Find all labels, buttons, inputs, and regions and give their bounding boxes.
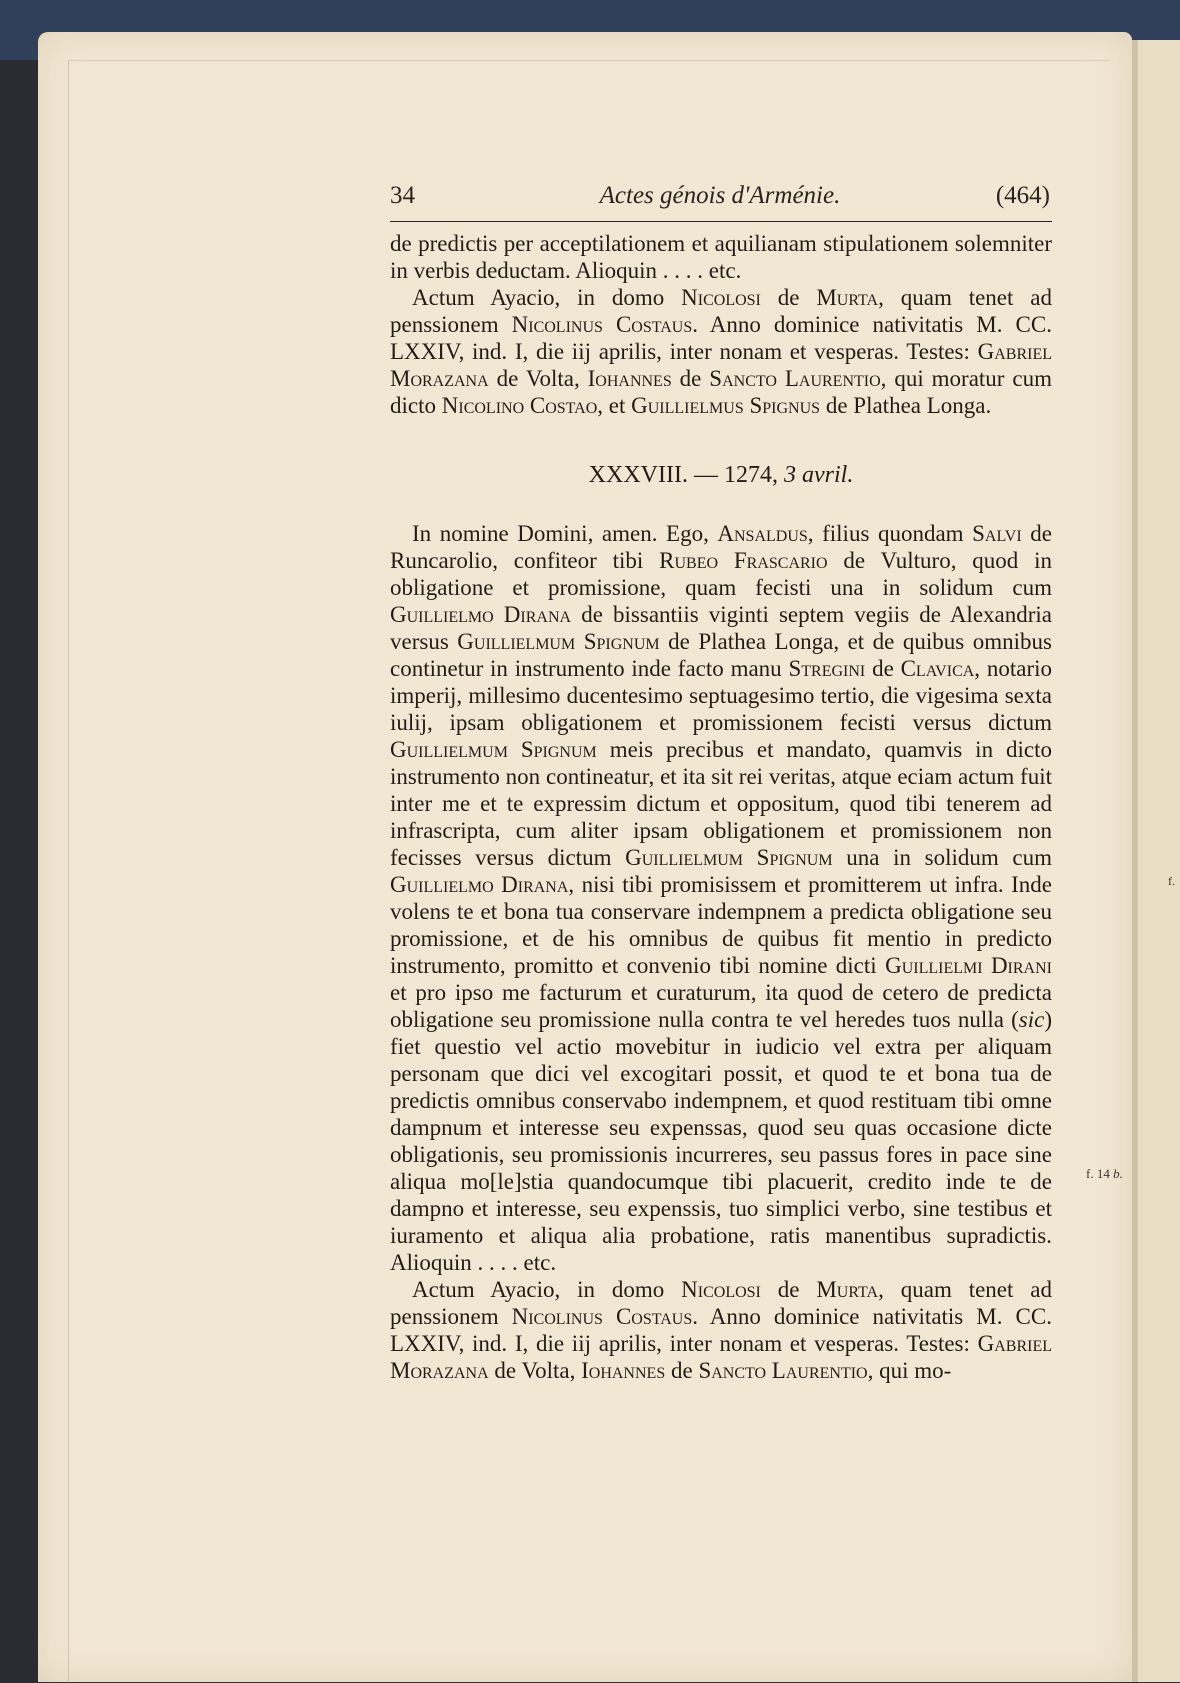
facing-page-edge [1128,40,1180,1682]
paragraph-actum-2: Actum Ayacio, in domo Nicolosi de Murta, quam tenet ad penssionem Nicolinus Costaus. Anno dominice nativitatis M. CC. LXXIV, ind. I, die iij aprilis, inter nonam et vesperas. Testes: Gabriel Morazana de Volta, Iohannes de Sancto Laurentio, qui mo- [390,1277,1052,1383]
section-number: XXXVIII. [588,462,688,488]
facing-margin-note: f. [1168,874,1175,888]
section-dash: — [693,462,718,488]
running-title: Actes génois d'Arménie. [599,182,841,209]
text-block-top [390,230,1052,419]
original-page-ref: (464) [995,182,1050,209]
header-rule [390,221,1052,222]
running-head [390,182,1050,220]
text-block-main [390,520,1052,1384]
paragraph-actum-1: Actum Ayacio, in domo Nicolosi de Murta, quam tenet ad penssionem Nicolinus Costaus. Anno dominice nativitatis M. CC. LXXIV, ind. I, die iij aprilis, inter nonam et vesperas. Testes: Gabriel Morazana de Volta, Iohannes de Sancto Laurentio, qui moratur cum dicto Nicolino Costao, et Guillielmus Spignus de Plathea Longa. [390,285,1052,418]
section-year: 1274, [723,462,778,488]
paragraph-main: In nomine Domini, amen. Ego, Ansaldus, filius quondam Salvi de Runcarolio, confiteor tibi Rubeo Frascario de Vulturo, quod in obligatione et promissione, quam fecisti una in solidum cum Guillielmo Dirana de bissantiis viginti septem vegiis de Alexandria versus Guillielmum Spignum de Plathea Longa, et de quibus omnibus continetur in instrumento inde facto manu Stregini de Clavica, notario imperij, millesimo ducentesimo septuagesimo tertio, die vigesima sexta iulij, ipsam obligationem et promissionem fecisti versus dictum Guillielmum Spignum meis precibus et mandato, quamvis in dicto instrumento non contineatur, et ita sit rei veritas, atque eciam actum fuit inter me et te expressim dictum et oppositum, quod tibi tenerem ad infrascripta, cum aliter ipsam obligationem et promissionem non fecisses versus dictum Guillielmum Spignum una in solidum cum Guillielmo Dirana, nisi tibi promisissem et promitterem ut infra. Inde volens te et bona tua conservare indempnem a predicta obligatione seu promissione, et de his omnibus de quibus fit mentio in predicto instrumento, promitto et convenio tibi nomine dicti Guillielmi Dirani et pro ipso me facturum et curaturum, ita quod de cetero de predicta obligatione seu promissione nulla contra te vel heredes tuos nulla (sic) fiet questio vel actio movebitur in iudicio vel extra per aliquam personam que dici vel excogitari possit, et quod te et bona tua de predictis omnibus conservabo indempnem, et quod restituam tibi omne dampnum et interesse seu expenssas, quod seu quas occasione dicte obligationis, seu promissionis incurreres, seu passus fores in pace sine aliqua mo[le]stia quandocumque tibi placuerit, credito inde te de dampno et interesse, seu expenssis, tuo simplici verbo, sine testibus et iuramento et aliqua alia probatione, ratis manentibus supradictis. Alioquin . . . . etc. [390,521,1053,1275]
folio-margin-note: f. 14 b. [1086,1166,1123,1181]
section-date: 3 avril. [783,462,854,488]
page-number: 34 [390,182,415,209]
paragraph-continuation: de predictis per acceptilationem et aquilianam stipulationem solemniter in verbis deductam. Alioquin . . . . etc. [390,231,1052,283]
section-heading [390,462,1052,489]
